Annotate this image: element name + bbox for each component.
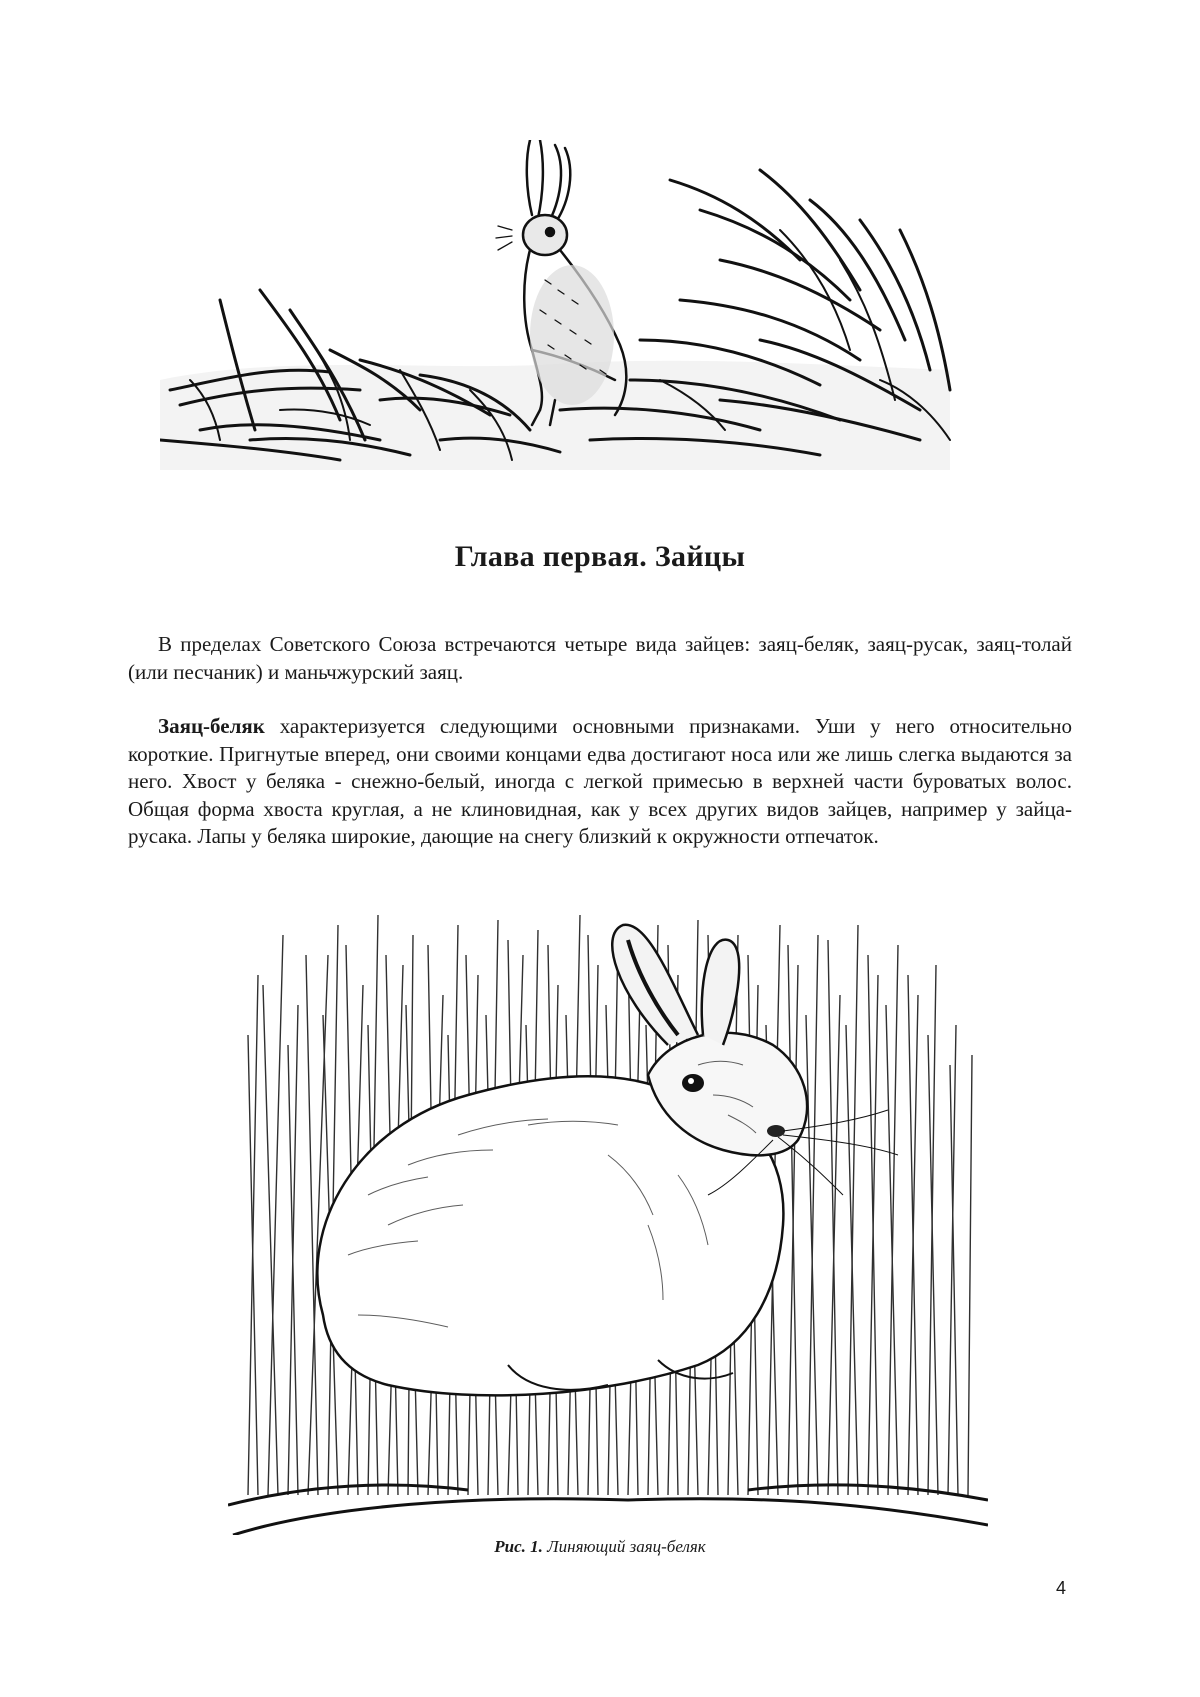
belyak-paragraph: [128, 713, 1072, 851]
belyak-term: Заяц-беляк: [158, 714, 265, 738]
caption-text: Линяющий заяц-беляк: [542, 1537, 706, 1556]
chapter-title: Глава первая. Зайцы: [454, 540, 746, 573]
hare-in-grass-illustration: [160, 140, 1060, 520]
molting-hare-figure: [228, 895, 988, 1535]
figure-caption: [0, 1537, 1200, 1557]
intro-paragraph: [128, 631, 1072, 686]
page-number: 4: [1056, 1578, 1067, 1598]
intro-text: В пределах Советского Союза встречаются четыре вида зайцев: заяц-беляк, заяц-русак, заяц-толай (или песчаник) и маньчжурский заяц.: [128, 632, 1072, 684]
caption-label: Рис. 1.: [494, 1537, 543, 1556]
belyak-description: характеризуется следующими основными признаками. Уши у него относительно короткие. Пригнутые вперед, они своими концами едва достигают носа или же лишь слегка выдаются за него. Хвост у беляка - снежно-белый, иногда с легкой примесью в верхней части буроватых волос. Общая форма хвоста круглая, а не клиновидная, как у всех других видов зайцев, например у зайца-русака. Лапы у беляка широкие, дающие на снегу близкий к окружности отпечаток.: [128, 714, 1072, 848]
